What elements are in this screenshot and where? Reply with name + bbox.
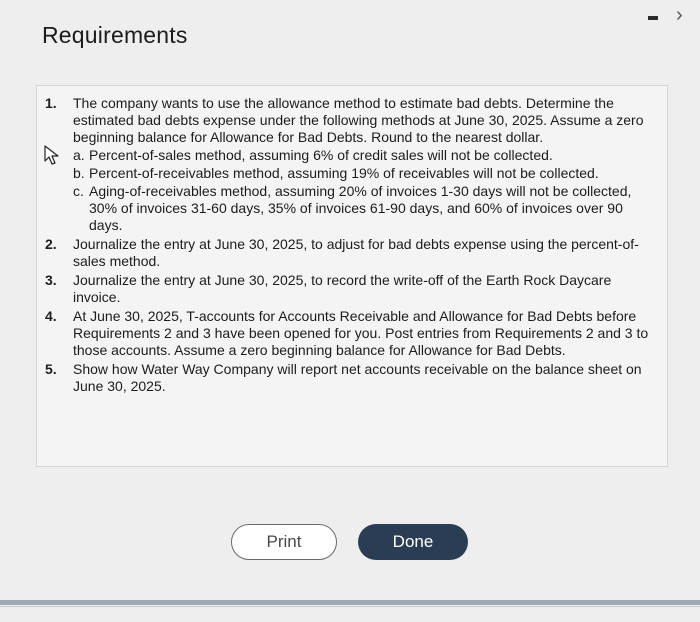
- requirement-item-1: [37, 95, 657, 234]
- sub-requirement-text: Percent-of-sales method, assuming 6% of credit sales will not be collected.: [89, 147, 553, 163]
- minimize-icon[interactable]: [648, 16, 658, 20]
- requirement-number: 3.: [45, 272, 57, 288]
- sub-requirement-c: [73, 183, 657, 234]
- sub-requirements-list: [73, 147, 657, 234]
- bottom-divider-shadow: [0, 606, 700, 607]
- sub-letter: c.: [73, 183, 84, 199]
- requirement-text: The company wants to use the allowance method to estimate bad debts. Determine the estimated bad debts expense under the following methods at June 30, 2025. Assume a zero beginning balance for Allowance for Bad Debts. Round to the nearest dollar.: [73, 95, 644, 145]
- requirement-number: 5.: [45, 361, 57, 377]
- sub-letter: a.: [73, 147, 85, 163]
- requirement-item-2: [37, 236, 657, 270]
- requirement-text: Show how Water Way Company will report net accounts receivable on the balance sheet on June 30, 2025.: [73, 361, 642, 394]
- requirement-item-4: [37, 308, 657, 359]
- done-button[interactable]: Done: [358, 524, 468, 560]
- requirement-number: 1.: [45, 95, 57, 111]
- requirement-text: At June 30, 2025, T-accounts for Accounts Receivable and Allowance for Bad Debts before Requirements 2 and 3 have been opened for you. Post entries from Requirements 2 and 3 to those accounts. Assume a zero beginning balance for Allowance for Bad Debts.: [73, 308, 649, 358]
- requirement-number: 2.: [45, 236, 57, 252]
- requirement-text: Journalize the entry at June 30, 2025, to record the write-off of the Earth Rock Daycare invoice.: [73, 272, 612, 305]
- sub-requirement-b: [73, 165, 657, 182]
- window-controls: [640, 6, 700, 30]
- pointer-cursor-icon: [43, 144, 63, 166]
- requirement-number: 4.: [45, 308, 57, 324]
- requirement-item-5: [37, 361, 657, 395]
- sub-requirement-text: Aging-of-receivables method, assuming 20% of invoices 1-30 days will not be collected, 30% of invoices 31-60 days, 35% of invoices 61-90 days, and 60% of invoices over 90 days.: [89, 183, 632, 233]
- requirements-panel: [36, 85, 668, 467]
- sub-letter: b.: [73, 165, 85, 181]
- close-icon[interactable]: ›: [676, 4, 683, 26]
- sub-requirement-a: [73, 147, 657, 164]
- bottom-divider: [0, 600, 700, 605]
- print-button[interactable]: Print: [231, 524, 337, 560]
- requirements-list: [37, 95, 657, 397]
- page-title: Requirements: [42, 22, 188, 48]
- requirement-item-3: [37, 272, 657, 306]
- sub-requirement-text: Percent-of-receivables method, assuming 19% of receivables will not be collected.: [89, 165, 599, 181]
- requirement-text: Journalize the entry at June 30, 2025, to adjust for bad debts expense using the percent-of-sales method.: [73, 236, 639, 269]
